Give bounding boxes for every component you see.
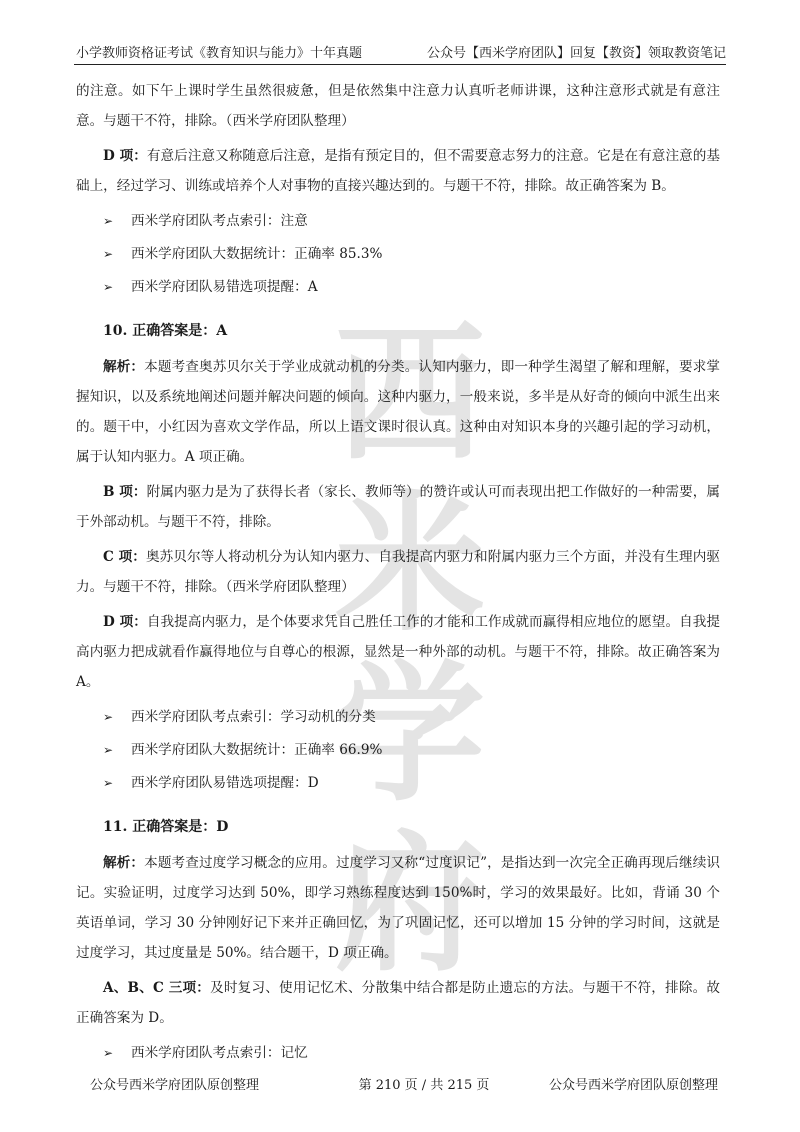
- list-item: [76, 768, 720, 798]
- arrow-bullet-icon: ➢: [103, 1046, 114, 1060]
- arrow-bullet-icon: ➢: [103, 710, 114, 724]
- arrow-bullet-icon: ➢: [103, 776, 114, 790]
- list-item: [76, 206, 720, 236]
- arrow-bullet-icon: ➢: [103, 214, 114, 228]
- header-promo: 公众号【西米学府团队】回复【教资】领取教资笔记: [426, 46, 726, 61]
- list-item: [76, 272, 720, 302]
- answer-heading: 11. 正确答案是：D: [103, 819, 229, 835]
- list-item-text: 西米学府团队考点索引：注意: [131, 213, 308, 229]
- list-item: [76, 735, 720, 765]
- paragraph: [76, 477, 720, 537]
- watermark-line-2: 学府: [334, 648, 485, 992]
- list-item: [76, 702, 720, 732]
- paragraph: 的注意。如下午上课时学生虽然很疲惫，但是依然集中注意力认真听老师讲课，这种注意形式就是有意注意。与题干不符，排除。（西米学府团队整理）: [76, 83, 720, 129]
- analysis-label: 解析：: [103, 359, 145, 375]
- option-label: D 项：: [103, 614, 147, 630]
- paragraph-text: 本题考查奥苏贝尔关于学业成就动机的分类。认知内驱力，即一种学生渴望了解和理解，要求掌握知识，以及系统地阐述问题并解决问题的倾向。这种内驱力，一般来说，多半是从好奇的倾向中派生出来的。题干中，小红因为喜欢文学作品，所以上语文课时很认真。这种由对知识本身的兴趣引起的学习动机，属于认知内驱力。A 项正确。: [76, 359, 721, 465]
- paragraph: [76, 607, 720, 697]
- paragraph-text: 自我提高内驱力，是个体要求凭自己胜任工作的才能和工作成就而赢得相应地位的愿望。自我提高内驱力把成就看作赢得地位与自尊心的根源，显然是一种外部的动机。与题干不符，排除。故正确答案为 A。: [76, 614, 720, 690]
- footer-right: 公众号西米学府团队原创整理: [548, 1078, 718, 1093]
- paragraph: [76, 973, 720, 1033]
- option-label: A、B、C 三项：: [103, 980, 211, 996]
- list-item: [76, 1038, 720, 1068]
- paragraph-text: 附属内驱力是为了获得长者（家长、教师等）的赞许或认可而表现出把工作做好的一种需要，属于外部动机。与题干不符，排除。: [76, 484, 720, 530]
- option-label: D 项：: [103, 148, 147, 164]
- paragraph-text: 及时复习、使用记忆术、分散集中结合都是防止遗忘的方法。与题干不符，排除。故正确答案为 D。: [76, 980, 721, 1026]
- paragraph-text: 奥苏贝尔等人将动机分为认知内驱力、自我提高内驱力和附属内驱力三个方面，并没有生理内驱力。与题干不符，排除。（西米学府团队整理）: [76, 549, 720, 595]
- arrow-bullet-icon: ➢: [103, 280, 114, 294]
- list-item-text: 西米学府团队易错选项提醒：D: [131, 775, 319, 791]
- paragraph: [76, 352, 720, 472]
- page-header: [74, 44, 726, 65]
- paragraph: [76, 848, 720, 968]
- paragraph: [76, 542, 720, 602]
- option-label: B 项：: [103, 484, 147, 500]
- analysis-label: 解析：: [103, 855, 145, 871]
- paragraph: [76, 141, 720, 201]
- paragraph-text: 有意后注意又称随意后注意，是指有预定目的，但不需要意志努力的注意。它是在有意注意的基础上，经过学习、训练或培养个人对事物的直接兴趣达到的。与题干不符，排除。故正确答案为 B。: [76, 148, 720, 194]
- footer-left: 公众号西米学府团队原创整理: [90, 1078, 260, 1093]
- option-label: C 项：: [103, 549, 146, 565]
- list-item-text: 西米学府团队易错选项提醒：A: [131, 279, 318, 295]
- list-item: [76, 239, 720, 269]
- paragraph-text: 本题考查过度学习概念的应用。过度学习又称“过度识记”，是指达到一次完全正确再现后继续识记。实验证明，过度学习达到 50%，即学习熟练程度达到 150%时，学习的效果最好。比如，背诵 30 个英语单词，学习 30 分钟刚好记下来并正确回忆，为了巩固记忆，还可以增加 15 分钟的学习时间，这就是过度学习，其过度量是 50%。结合题干，D 项正确。: [76, 855, 721, 961]
- arrow-bullet-icon: ➢: [103, 743, 114, 757]
- watermark-line-1: 西米: [334, 308, 485, 652]
- arrow-bullet-icon: ➢: [103, 247, 114, 261]
- document-body: [76, 76, 720, 1071]
- list-item-text: 西米学府团队考点索引：记忆: [131, 1045, 308, 1061]
- header-title: 小学教师资格证考试《教育知识与能力》十年真题: [76, 46, 363, 61]
- list-item-text: 西米学府团队大数据统计：正确率 66.9%: [131, 742, 383, 758]
- page-number: 第 210 页 / 共 215 页: [358, 1078, 490, 1093]
- answer-heading: 10. 正确答案是：A: [103, 323, 228, 339]
- list-item-text: 西米学府团队大数据统计：正确率 85.3%: [131, 246, 383, 262]
- list-item-text: 西米学府团队考点索引：学习动机的分类: [131, 709, 376, 725]
